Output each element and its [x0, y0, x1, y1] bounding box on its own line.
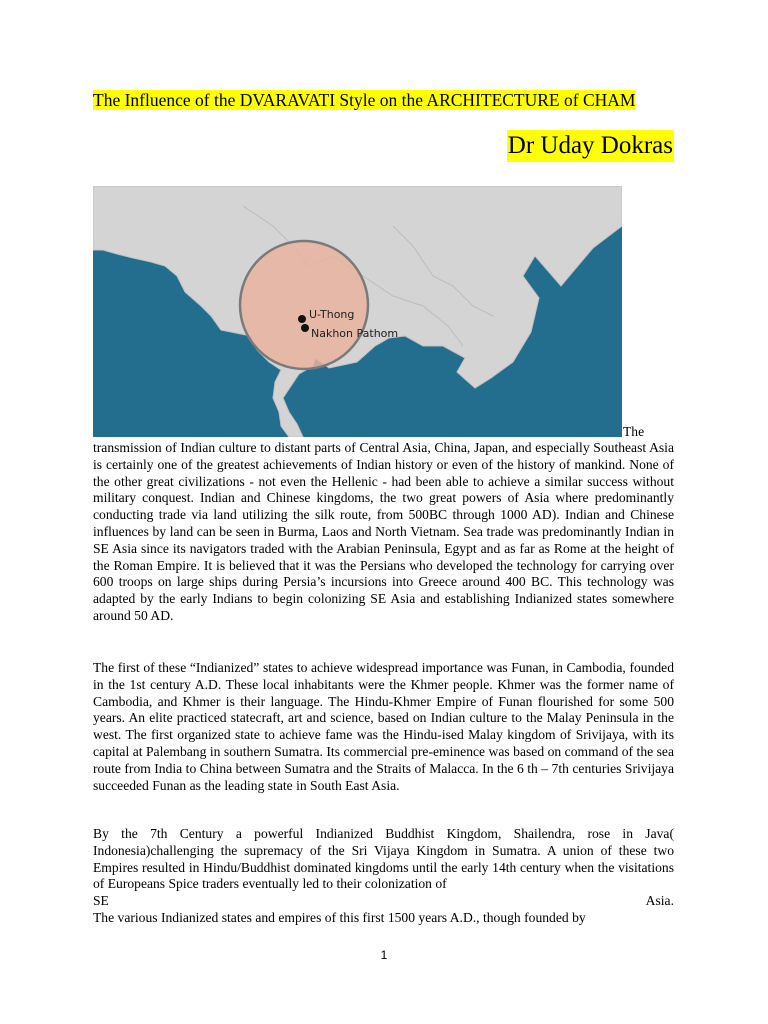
- paragraph-3-left: SE: [93, 893, 109, 909]
- southeast-asia-map: [93, 186, 622, 437]
- document-author: Dr Uday Dokras: [507, 130, 674, 162]
- paragraph-4: The various Indianized states and empires of this first 1500 years A.D., though founded by: [93, 909, 586, 925]
- paragraph-3: By the 7th Century a powerful Indianized Buddhist Kingdom, Shailendra, rose in Java( Indonesia)challenging the supremacy of the Sri Vijaya Kingdom in Sumatra. A union of these two Empires resulted in Hindu/Buddhist dominated kingdoms until the early 14th century when the visitations of Europeans Spice traders eventually led to their colonization of: [93, 826, 674, 892]
- document-title-text: The Influence of the DVARAVATI Style on the ARCHITECTURE of CHAM: [93, 90, 636, 110]
- paragraph-2: The first of these “Indianized” states to achieve widespread importance was Funan, in Cambodia, founded in the 1st century A.D. These local inhabitants were the Khmer people. Khmer was the former name of Cambodia, and Khmer is their language. The Hindu-Khmer Empire of Funan flourished for some 500 years. An elite practiced statecraft, art and science, based on Indian culture to the Malay Peninsula in the west. The first organized state to achieve fame was the Hindu-ised Malay kingdom of Srivijaya, with its capital at Palembang in southern Sumatra. Its commercial pre-eminence was based on command of the sea route from India to China between Sumatra and the Straits of Malacca. In the 6 th – 7th centuries Srivijaya succeeded Funan as the leading state in South East Asia.: [93, 660, 674, 793]
- paragraph-1: transmission of Indian culture to distant parts of Central Asia, China, Japan, and especially Southeast Asia is certainly one of the greatest achievements of Indian history or even of the history of mankind. None of the other great civilizations - not even the Hellenic - had been able to achieve a similar success without military conquest. Indian and Chinese kingdoms, the two great powers of Asia where predominantly conducting trade via land utilizing the silk route, from 500BC through 1000 AD). Indian and Chinese influences by land can be seen in Burma, Laos and North Vietnam. Sea trade was predominantly Indian in SE Asia since its navigators traded with the Arabian Peninsula, Egypt and as far as Rome at the height of the Roman Empire. It is believed that it was the Persians who developed the technology for carrying over 600 troops on large ships during Persia’s incursions into Greece around 400 BC. This technology was adapted by the early Indians to begin colonizing SE Asia and establishing Indianized states somewhere around 50 AD.: [93, 440, 674, 623]
- document-title: [93, 90, 673, 111]
- paragraph-3-block: [93, 826, 674, 927]
- influence-zone: [240, 241, 368, 369]
- u-thong-label: U-Thong: [309, 308, 355, 321]
- page-number: 1: [380, 948, 388, 962]
- paragraph-3-right: Asia.: [645, 893, 674, 909]
- u-thong-marker: [298, 315, 306, 323]
- nakhon-pathom-marker: [301, 324, 309, 332]
- nakhon-pathom-label: Nakhon Pathom: [311, 327, 399, 340]
- paragraph-3-last-line: [93, 893, 674, 910]
- paragraph-lead-word: The: [623, 424, 645, 439]
